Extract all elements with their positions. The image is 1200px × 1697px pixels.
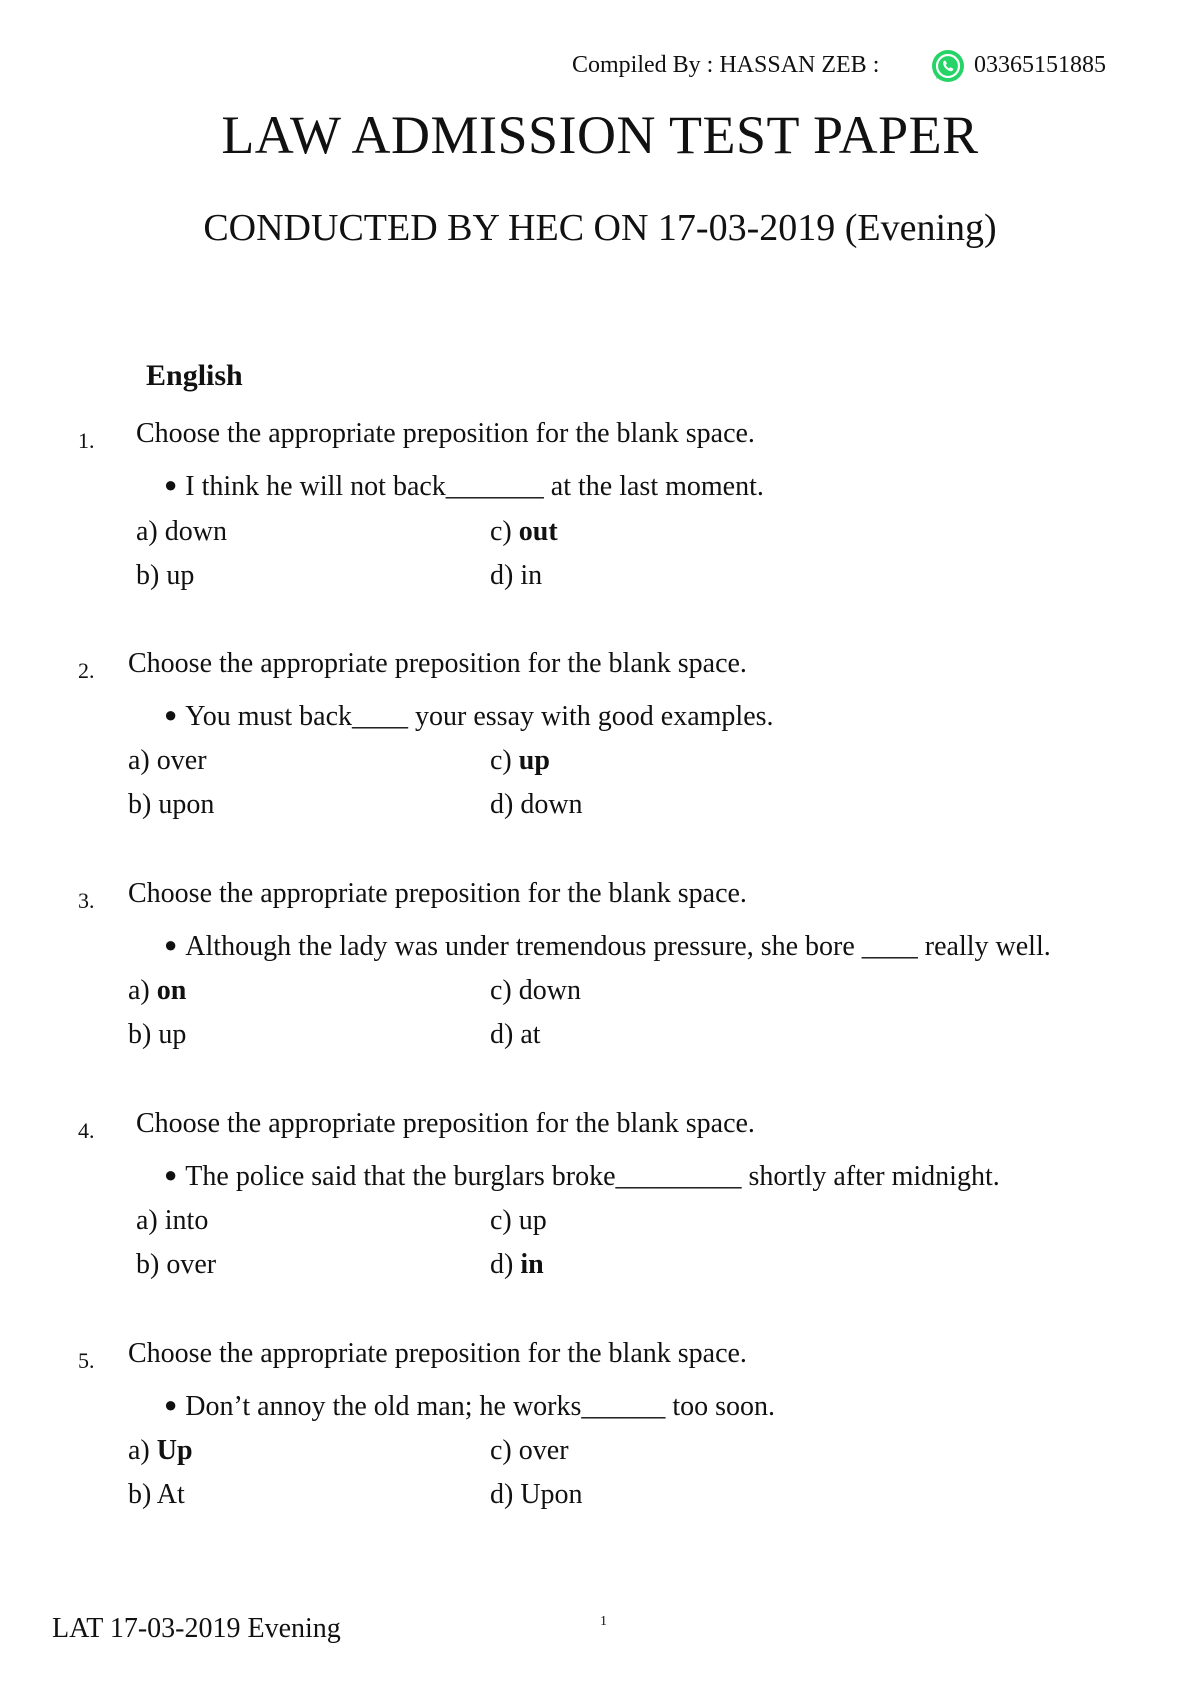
- option-b: b) up: [128, 1019, 187, 1050]
- option-a: a) into: [136, 1205, 209, 1236]
- footer-label: LAT 17-03-2019 Evening: [52, 1613, 341, 1644]
- bullet-icon: ●: [164, 472, 178, 497]
- option-c: c) up: [490, 745, 550, 776]
- question-sentence: [164, 1391, 775, 1423]
- option-a: a) over: [128, 745, 207, 776]
- sentence-text: I think he will not back_______ at the last moment.: [185, 471, 764, 502]
- whatsapp-icon: [930, 48, 966, 84]
- option-b: b) upon: [128, 789, 215, 820]
- question-number: 5.: [78, 1348, 95, 1373]
- option-a: a) down: [136, 516, 227, 547]
- sentence-text: The police said that the burglars broke_________ shortly after midnight.: [185, 1161, 1000, 1192]
- option-d: d) down: [490, 789, 583, 820]
- question-sentence: [164, 931, 1051, 963]
- question-number: 4.: [78, 1118, 95, 1143]
- question-text: Choose the appropriate preposition for the blank space.: [128, 1338, 747, 1369]
- option-d: d) at: [490, 1019, 541, 1050]
- question-text: Choose the appropriate preposition for the blank space.: [128, 878, 747, 909]
- option-b: b) over: [136, 1249, 217, 1280]
- option-c: c) over: [490, 1435, 569, 1466]
- question-sentence: [164, 1161, 1000, 1193]
- sentence-text: You must back____ your essay with good examples.: [185, 701, 774, 732]
- section-heading: English: [146, 359, 243, 392]
- question-number: 1.: [78, 428, 95, 453]
- option-a: a) Up: [128, 1435, 193, 1466]
- question-number: 2.: [78, 658, 95, 683]
- sentence-text: Don’t annoy the old man; he works______ too soon.: [185, 1391, 776, 1422]
- page-number: 1: [600, 1614, 607, 1629]
- option-a: a) on: [128, 975, 187, 1006]
- bullet-icon: ●: [164, 1162, 178, 1187]
- question-sentence: [164, 701, 774, 733]
- document-subtitle: CONDUCTED BY HEC ON 17-03-2019 (Evening): [203, 207, 997, 249]
- compiled-by-label: Compiled By : HASSAN ZEB :: [572, 52, 880, 78]
- option-c: c) up: [490, 1205, 547, 1236]
- question-text: Choose the appropriate preposition for the blank space.: [136, 418, 755, 449]
- option-d: d) in: [490, 560, 543, 591]
- phone-number: 03365151885: [974, 52, 1106, 78]
- question-number: 3.: [78, 888, 95, 913]
- question-sentence: [164, 471, 764, 503]
- sentence-text: Although the lady was under tremendous pressure, she bore ____ really well.: [185, 931, 1051, 962]
- option-c: c) out: [490, 516, 558, 547]
- option-c: c) down: [490, 975, 581, 1006]
- option-b: b) At: [128, 1479, 185, 1510]
- bullet-icon: ●: [164, 1392, 178, 1417]
- document-title: LAW ADMISSION TEST PAPER: [221, 105, 979, 165]
- bullet-icon: ●: [164, 702, 178, 727]
- question-text: Choose the appropriate preposition for the blank space.: [128, 648, 747, 679]
- bullet-icon: ●: [164, 932, 178, 957]
- option-d: d) Upon: [490, 1479, 583, 1510]
- question-text: Choose the appropriate preposition for the blank space.: [136, 1108, 755, 1139]
- option-b: b) up: [136, 560, 195, 591]
- option-d: d) in: [490, 1249, 544, 1280]
